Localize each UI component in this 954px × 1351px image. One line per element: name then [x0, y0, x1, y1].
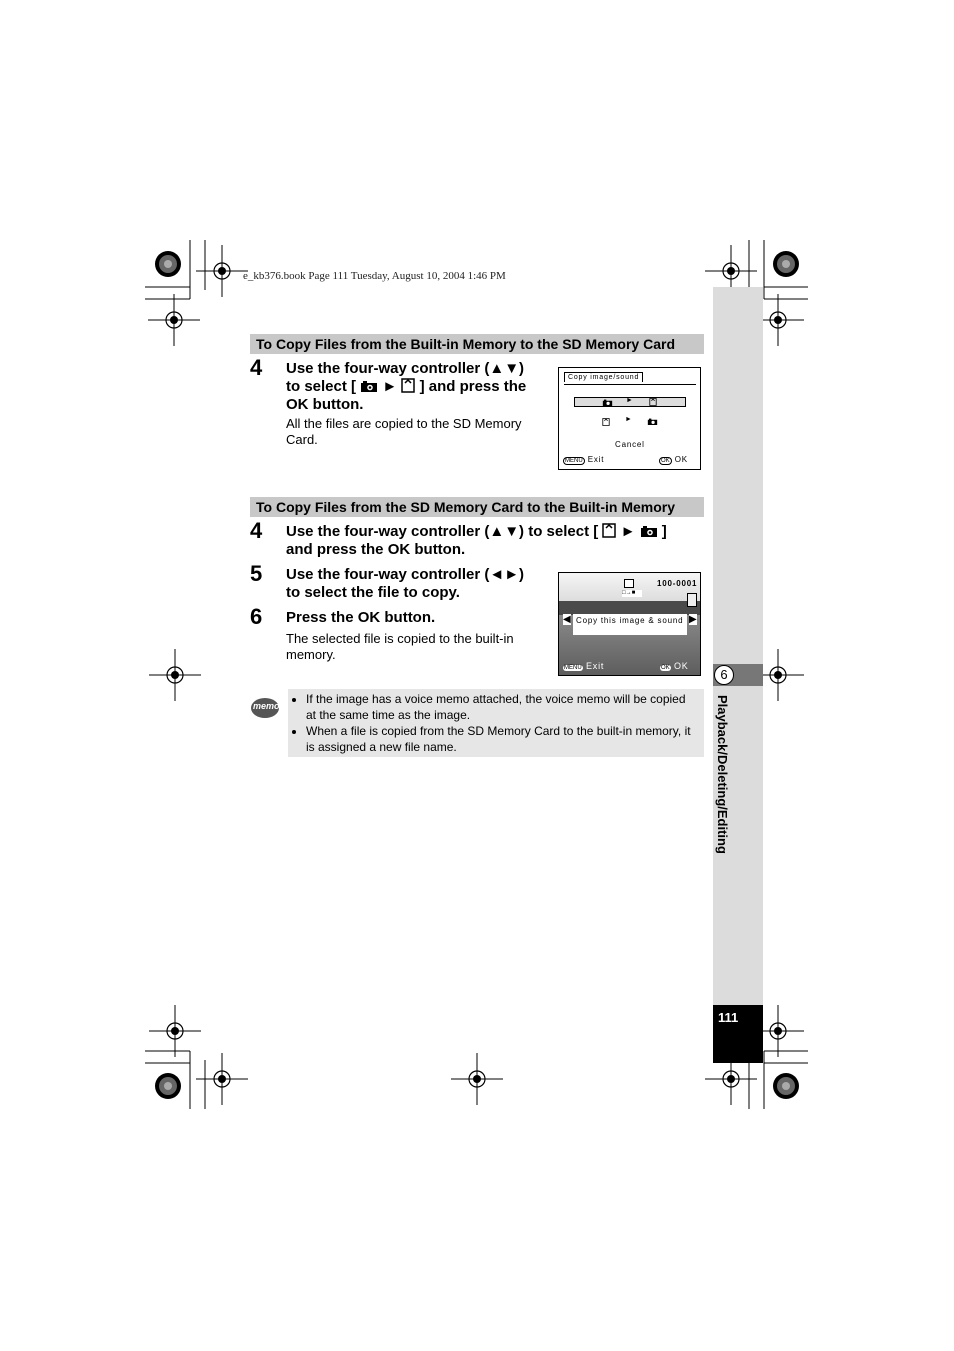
step-number: 4 — [250, 355, 263, 380]
step-line-1 — [286, 523, 706, 541]
protect-icon — [624, 579, 634, 588]
camera-screen-playback — [558, 572, 701, 676]
arrow-right-icon: ► — [620, 523, 636, 540]
copy-direction-icon: □→■ — [622, 590, 642, 597]
section-header-builtin-to-sd: To Copy Files from the Built-in Memory to the SD Memory Card — [250, 334, 704, 354]
step-line-1-end: ] — [661, 523, 667, 540]
sd-card-icon — [649, 398, 657, 406]
arrow-right-icon: ► — [626, 397, 633, 404]
camera-screen-copy-menu — [558, 367, 701, 470]
memo-item: • When a file is copied from the SD Memory Card to the built-in memory, it is assigned a new file name. — [306, 723, 696, 755]
step-line-1: Use the four-way controller (◄►) — [286, 566, 525, 583]
step-instruction — [286, 360, 548, 414]
memo-box — [288, 689, 704, 757]
menu-tab-title: Copy image/sound — [564, 372, 643, 382]
battery-icon — [687, 593, 697, 607]
arrow-right-icon: ► — [382, 378, 398, 395]
file-number: 100-0001 — [657, 579, 698, 588]
step-line-2-end: ] and press the — [419, 378, 527, 395]
ok-control[interactable] — [660, 661, 689, 671]
ok-key-icon: OK — [661, 665, 670, 671]
menu-divider — [564, 384, 696, 385]
arrow-right-icon[interactable]: ▶ — [689, 614, 697, 625]
ok-control[interactable] — [659, 455, 688, 464]
chapter-title: Playback/Deleting/Editing — [715, 695, 730, 854]
ok-label: OK — [673, 661, 689, 671]
builtin-memory-icon — [360, 380, 378, 392]
arrow-right-icon: ► — [625, 416, 632, 423]
step-number: 4 — [250, 518, 263, 543]
menu-key-icon: MENU — [564, 665, 582, 671]
builtin-memory-icon — [640, 525, 658, 537]
memo-icon — [251, 693, 279, 719]
arrow-left-icon[interactable]: ◀ — [563, 614, 571, 625]
ok-label: OK — [674, 455, 688, 464]
step-instruction: Press the OK button. — [286, 609, 436, 626]
section-header-sd-to-builtin: To Copy Files from the SD Memory Card to the Built-in Memory — [250, 497, 704, 517]
menu-exit-control[interactable] — [563, 661, 604, 671]
sd-card-icon — [602, 418, 610, 426]
chapter-number-badge: 6 — [714, 665, 734, 685]
copy-prompt: Copy this image & sound — [576, 616, 684, 625]
step-number: 6 — [250, 604, 263, 629]
photo-treeline — [559, 601, 701, 615]
builtin-memory-icon — [647, 418, 658, 425]
step-line-2: to select the file to copy. — [286, 584, 460, 601]
step-number: 5 — [250, 561, 263, 586]
step-line-2 — [286, 378, 548, 396]
exit-label: Exit — [587, 455, 605, 464]
menu-option-builtin-to-sd[interactable] — [574, 397, 686, 407]
menu-option-sd-to-builtin[interactable] — [574, 417, 686, 427]
step-line-2-start: to select [ — [286, 378, 357, 395]
step-instruction — [286, 566, 548, 602]
step-instruction — [286, 523, 706, 559]
sd-card-icon — [602, 523, 616, 538]
memo-icon-label: memo — [253, 701, 280, 711]
memo-item: • If the image has a voice memo attached, the voice memo will be copied at the same time as the image. — [306, 691, 696, 723]
step-line-2: and press the OK button. — [286, 541, 466, 558]
menu-key-icon: MENU — [565, 458, 583, 464]
exit-label: Exit — [585, 661, 605, 671]
step-description: The selected file is copied to the built-in memory. — [286, 631, 514, 662]
step-line-3: OK button. — [286, 396, 364, 413]
page-number: 111 — [718, 1010, 739, 1025]
builtin-memory-icon — [602, 399, 613, 406]
chapter-side-tab — [713, 287, 763, 1007]
step-line-1: Use the four-way controller (▲▼) — [286, 360, 525, 377]
step-description: All the files are copied to the SD Memory Card. — [286, 416, 522, 447]
step-line-1-start: Use the four-way controller (▲▼) to select [ — [286, 523, 599, 540]
sd-card-icon — [401, 378, 415, 393]
ok-key-icon: OK — [661, 458, 670, 464]
menu-exit-control[interactable] — [563, 455, 604, 464]
file-info-header: e_kb376.book Page 111 Tuesday, August 10, 2004 1:46 PM — [243, 270, 506, 282]
menu-option-cancel[interactable]: Cancel — [615, 440, 645, 449]
